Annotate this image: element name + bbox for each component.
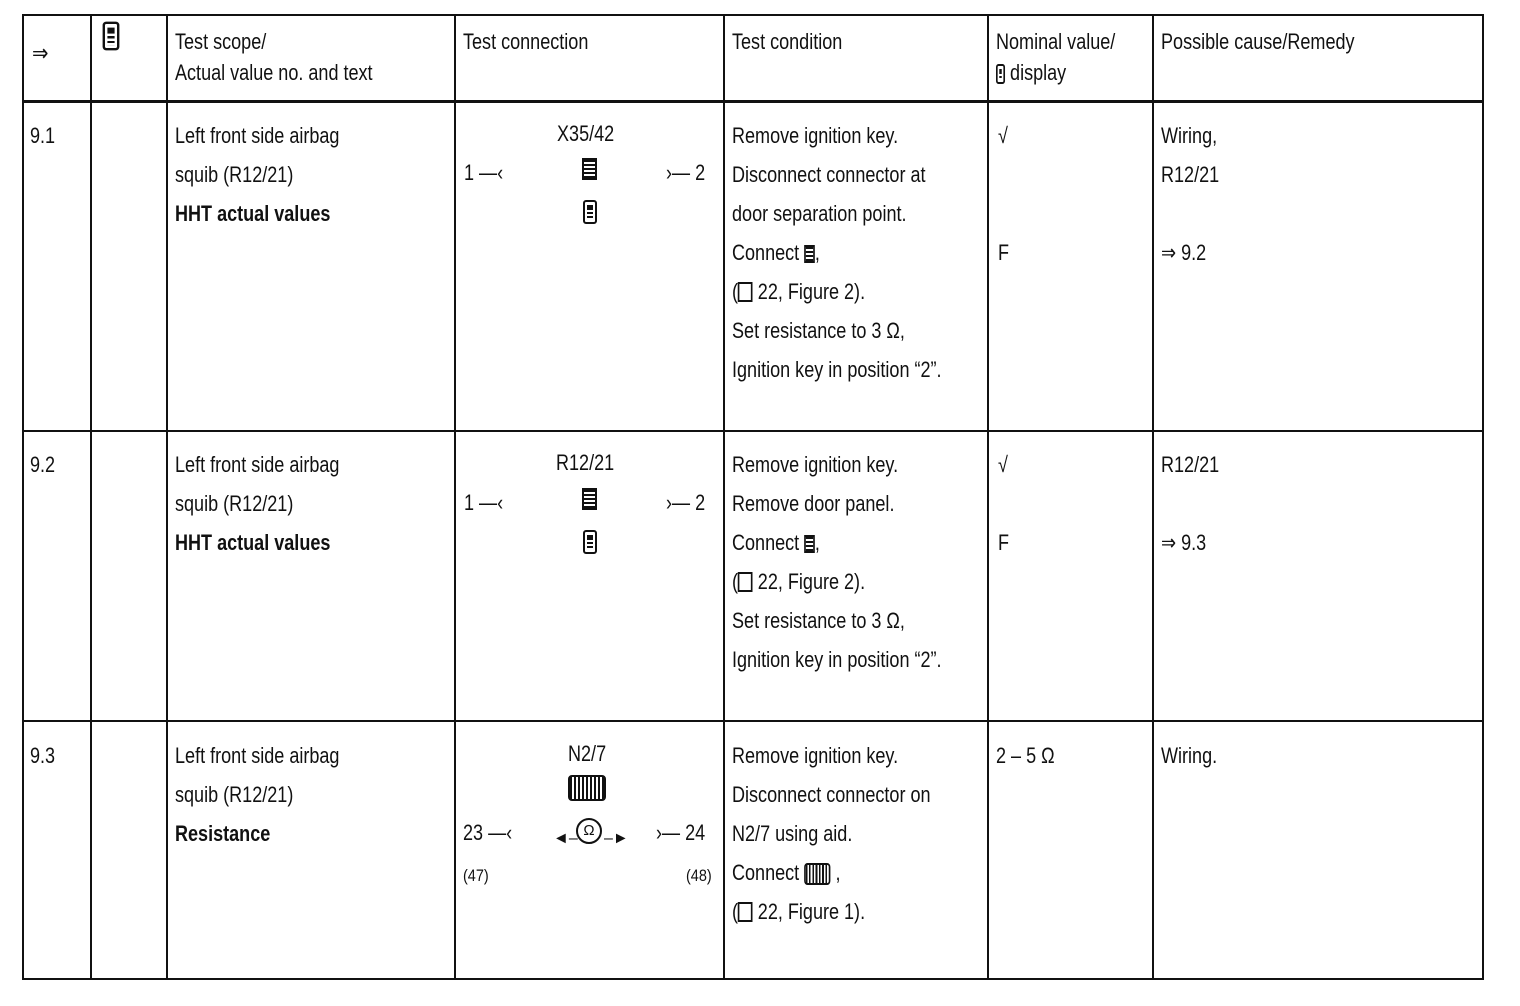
connection-label: R12/21 [556,450,615,475]
meter-lead-icon: –► [604,830,629,847]
possible-cause: Wiring. [1161,743,1218,768]
nominal-value: 2 – 5 Ω [996,743,1055,768]
col-divider [90,16,92,978]
ohmmeter-icon: Ω [576,818,602,844]
tester-icon [996,64,1005,84]
adapter-box-icon [804,245,815,263]
connection-label: X35/42 [557,121,615,146]
book-reference-icon [738,572,753,592]
test-scope: Left front side airbag squib (R12/21) HHT actual values [175,452,340,555]
book-reference-icon [738,902,753,922]
test-scope: Left front side airbag squib (R12/21) HHT actual values [175,123,340,226]
connection-pin-left: 1 —‹ [464,160,504,185]
header-test-condition: Test condition [732,29,843,54]
possible-cause: Wiring, R12/21 ⇒ 9.2 [1161,123,1220,265]
col-divider [723,16,725,978]
connection-pin-left: 1 —‹ [464,490,504,515]
connection-sub-right: (48) [686,866,712,885]
col-divider [1152,16,1154,978]
test-scope: Left front side airbag squib (R12/21) Resistance [175,743,340,846]
header-test-scope: Test scope/ Actual value no. and text [175,29,373,85]
header-test-connection: Test connection [463,29,589,54]
connection-pin-left: 23 —‹ [463,820,513,845]
header-nominal-value: Nominal value/ display [996,29,1116,85]
adapter-box-icon [804,535,815,553]
connection-pin-right: ›— 2 [666,160,706,185]
col-divider [454,16,456,978]
nominal-value: √ F [998,123,1010,265]
control-unit-icon [568,775,606,801]
test-condition: Remove ignition key. Remove door panel. Connect , ( 22, Figure 2). Set resistance to 3 Ω, Ignition key in position “2”. [732,452,942,672]
book-reference-icon [738,282,753,302]
control-unit-icon [804,863,830,885]
step-number: 9.2 [30,452,56,477]
col-divider [987,16,989,978]
connection-sub-left: (47) [463,866,489,885]
row-divider [24,430,1482,432]
header-possible-cause: Possible cause/Remedy [1161,29,1355,54]
tester-icon [583,530,597,554]
test-condition: Remove ignition key. Disconnect connector on N2/7 using aid. Connect , ( 22, Figure 1). [732,743,931,924]
test-condition: Remove ignition key. Disconnect connector at door separation point. Connect , ( 22, Figure 2). Set resistance to 3 Ω, Ignition key in position “2”. [732,123,942,382]
row-divider [24,720,1482,722]
col-divider [166,16,168,978]
header-arrow: ⇒ [32,40,49,67]
header-divider [24,100,1482,103]
meter-lead-icon: ◄– [553,830,578,847]
step-number: 9.3 [30,743,56,768]
connection-label: N2/7 [568,741,607,766]
tester-icon [583,200,597,224]
connection-pin-right: ›— 24 [656,820,706,845]
tester-icon [103,22,120,51]
adapter-box-icon [582,488,597,510]
step-number: 9.1 [30,123,56,148]
connection-pin-right: ›— 2 [666,490,706,515]
possible-cause: R12/21 ⇒ 9.3 [1161,452,1220,555]
adapter-box-icon [582,158,597,180]
nominal-value: √ F [998,452,1010,555]
